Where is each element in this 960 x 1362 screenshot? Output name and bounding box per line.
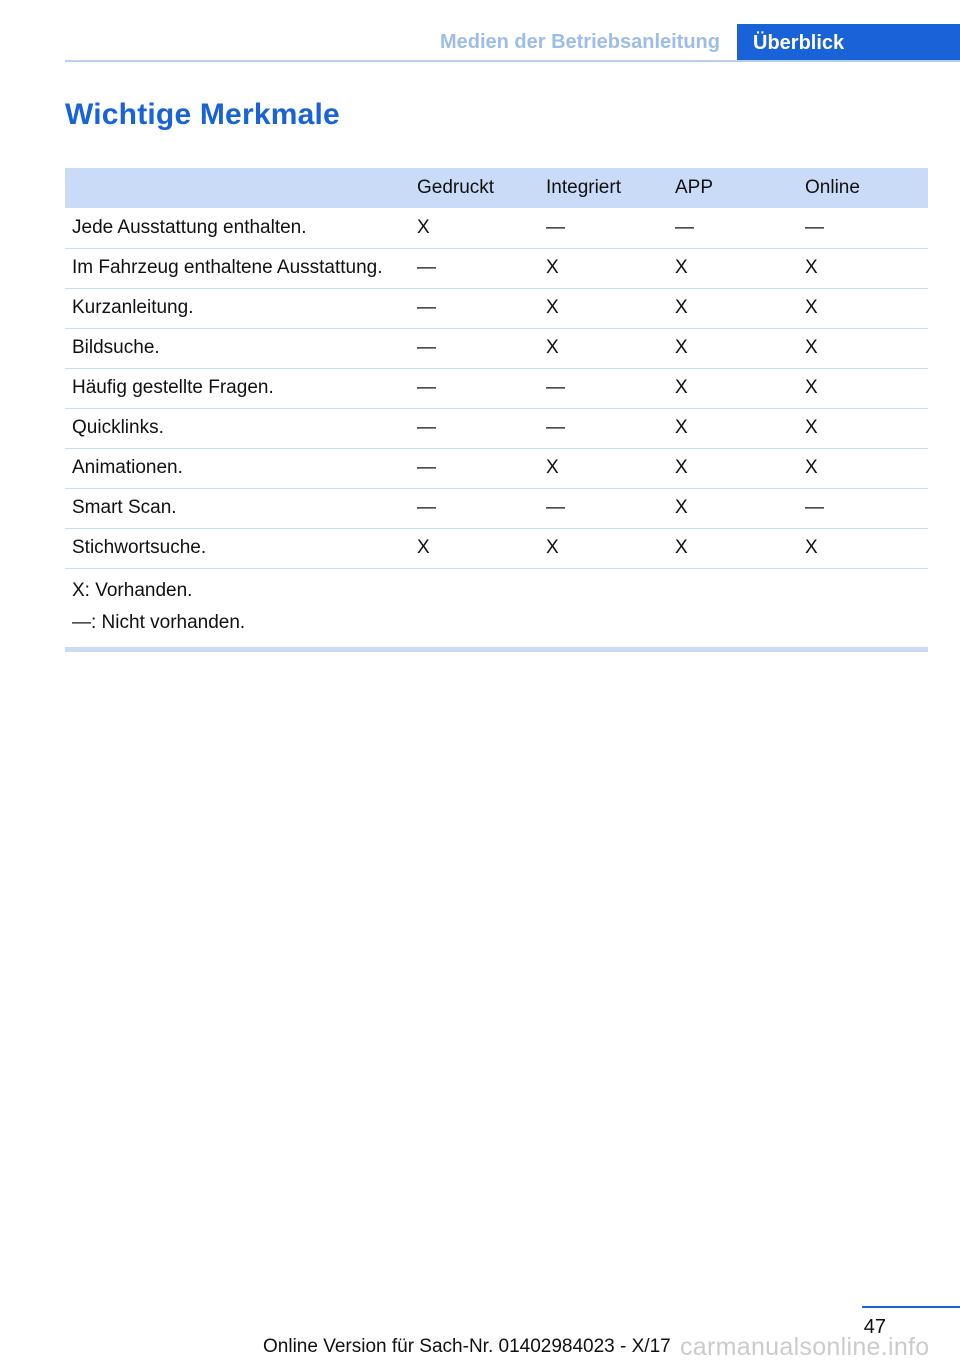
integriert-cell: X <box>546 457 559 478</box>
page-title: Wichtige Merkmale <box>65 98 340 131</box>
features-table-container <box>65 168 928 652</box>
online-cell: — <box>805 216 824 238</box>
gedruckt-cell: — <box>417 457 436 478</box>
table-row <box>65 328 928 368</box>
table-bottom-rule <box>65 647 928 652</box>
column-header-gedruckt: Gedruckt <box>417 177 495 198</box>
watermark: carmanualsonline.info <box>680 1333 930 1361</box>
table-row <box>65 248 928 288</box>
integriert-cell: — <box>546 216 565 238</box>
table-row <box>65 208 928 248</box>
header-section-title: Medien der Betriebsanleitung <box>439 31 720 53</box>
app-cell: X <box>675 377 688 398</box>
online-cell: X <box>805 297 818 318</box>
footer-divider <box>862 1306 960 1308</box>
legend-present: X: Vorhanden. <box>72 579 193 601</box>
legend-row <box>65 568 928 647</box>
app-cell: X <box>675 537 688 558</box>
gedruckt-cell: — <box>417 497 436 518</box>
gedruckt-cell: — <box>417 297 436 318</box>
app-cell: — <box>675 216 694 238</box>
gedruckt-cell: X <box>417 216 430 238</box>
gedruckt-cell: — <box>417 417 436 438</box>
column-header-feature <box>65 168 410 208</box>
gedruckt-cell: — <box>417 257 436 278</box>
feature-cell: Stichwortsuche. <box>72 537 207 558</box>
feature-cell: Häufig gestellte Fragen. <box>72 377 274 398</box>
app-cell: X <box>675 497 688 518</box>
online-cell: X <box>805 417 818 438</box>
feature-cell: Animationen. <box>72 457 183 478</box>
table-row <box>65 528 928 568</box>
table-row <box>65 288 928 328</box>
column-header-integriert: Integriert <box>546 177 621 198</box>
table-row <box>65 448 928 488</box>
app-cell: X <box>675 337 688 358</box>
integriert-cell: X <box>546 257 559 278</box>
integriert-cell: — <box>546 377 565 398</box>
integriert-cell: X <box>546 537 559 558</box>
page-header <box>0 0 960 64</box>
online-cell: X <box>805 537 818 558</box>
online-cell: X <box>805 257 818 278</box>
feature-cell: Quicklinks. <box>72 417 164 438</box>
integriert-cell: — <box>546 417 565 438</box>
table-header-row <box>65 168 928 208</box>
column-header-app: APP <box>675 177 714 198</box>
features-table <box>65 168 928 647</box>
page-number: 47 <box>863 1316 886 1338</box>
feature-cell: Jede Ausstattung enthalten. <box>72 216 307 238</box>
online-cell: X <box>805 377 818 398</box>
app-cell: X <box>675 297 688 318</box>
gedruckt-cell: — <box>417 377 436 398</box>
feature-cell: Smart Scan. <box>72 497 177 518</box>
table-row <box>65 368 928 408</box>
integriert-cell: X <box>546 337 559 358</box>
feature-cell: Bildsuche. <box>72 337 160 358</box>
integriert-cell: — <box>546 497 565 518</box>
app-cell: X <box>675 417 688 438</box>
table-row <box>65 488 928 528</box>
online-cell: X <box>805 337 818 358</box>
online-cell: — <box>805 497 824 518</box>
feature-cell: Im Fahrzeug enthaltene Ausstattung. <box>72 257 383 278</box>
feature-cell: Kurzanleitung. <box>72 297 194 318</box>
app-cell: X <box>675 457 688 478</box>
footer-version-text: Online Version für Sach-Nr. 01402984023 - X/17 <box>263 1336 671 1357</box>
app-cell: X <box>675 257 688 278</box>
header-divider <box>65 60 960 62</box>
header-chapter-tab: Überblick <box>737 24 960 62</box>
column-header-online: Online <box>805 177 860 198</box>
online-cell: X <box>805 457 818 478</box>
gedruckt-cell: — <box>417 337 436 358</box>
table-row <box>65 408 928 448</box>
legend-cell <box>65 568 928 647</box>
gedruckt-cell: X <box>417 537 430 558</box>
legend-absent: —: Nicht vorhanden. <box>72 611 246 633</box>
integriert-cell: X <box>546 297 559 318</box>
